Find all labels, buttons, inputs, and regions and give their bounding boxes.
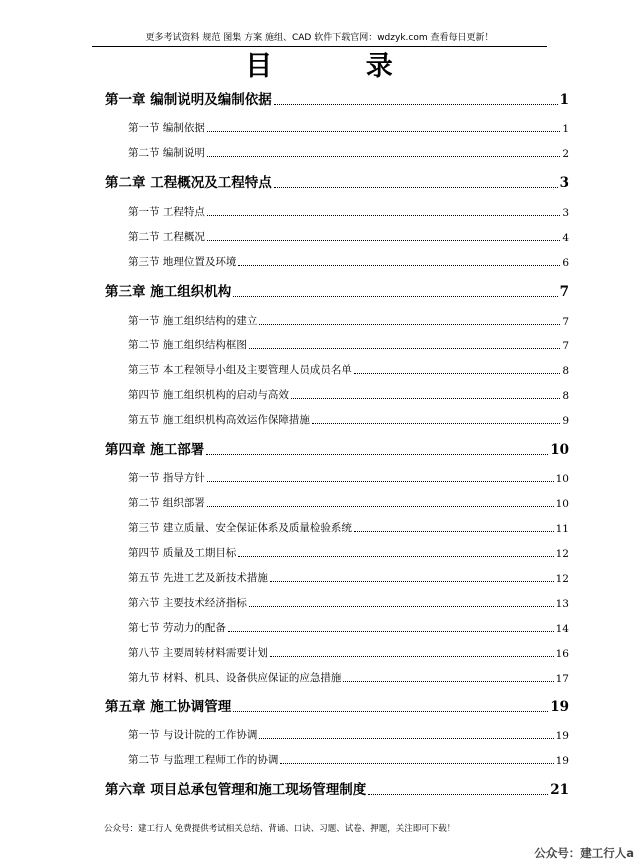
dot-leader [207,506,554,507]
toc-entry-label: 第五节 先进工艺及新技术措施 [128,572,268,584]
toc-entry-page-number: 12 [555,573,569,585]
toc-entry-label: 第一节 指导方针 [128,472,205,484]
dot-leader [207,240,560,241]
toc-entry-page-number: 14 [555,623,569,635]
toc-entry-page-number: 16 [555,648,569,660]
toc-entry-page-number: 11 [555,523,569,535]
toc-chapter-entry[interactable] [105,780,569,798]
toc-entry-label: 第一节 编制依据 [128,122,205,134]
toc-section-entry[interactable] [128,469,569,485]
dot-leader [354,531,554,532]
toc-section-entry[interactable] [128,594,569,610]
dot-leader [270,581,554,582]
toc-entry-page-number: 3 [559,175,569,191]
dot-leader [238,265,560,266]
toc-entry-label: 第五章 施工协调管理 [105,699,232,715]
toc-entry-label: 第六章 项目总承包管理和施工现场管理制度 [105,782,367,798]
dot-leader [280,763,553,764]
dot-leader [249,348,560,349]
toc-entry-page-number: 12 [555,548,569,560]
toc-section-entry[interactable] [128,228,569,244]
toc-entry-page-number: 10 [555,498,569,510]
page-header: 更多考试资料 规范 图集 方案 施组、CAD 软件下载官网：wdzyk.com 查看每日更新！ [92,31,547,47]
toc-chapter-entry[interactable] [105,173,569,191]
toc-section-entry[interactable] [128,494,569,510]
toc-section-entry[interactable] [128,361,569,377]
toc-entry-label: 第二节 施工组织结构框图 [128,339,247,351]
toc-entry-page-number: 2 [562,148,569,160]
dot-leader [228,631,554,632]
toc-entry-label: 第三章 施工组织机构 [105,284,232,300]
dot-leader [207,156,560,157]
toc-chapter-entry[interactable] [105,282,569,300]
toc-entry-page-number: 1 [559,92,569,108]
toc-entry-label: 第四章 施工部署 [105,442,205,458]
toc-entry-page-number: 17 [555,673,569,685]
toc-section-entry[interactable] [128,312,569,328]
toc-entry-page-number: 10 [550,442,569,458]
toc-entry-label: 第三节 地理位置及环境 [128,256,237,268]
dot-leader [259,738,553,739]
toc-section-entry[interactable] [128,203,569,219]
toc-entry-label: 第三节 建立质量、安全保证体系及质量检验系统 [128,522,352,534]
dot-leader [233,711,548,712]
dot-leader [207,215,560,216]
toc-section-entry[interactable] [128,144,569,160]
toc-entry-page-number: 19 [555,755,569,767]
toc-entry-page-number: 1 [562,123,569,135]
dot-leader [368,794,548,795]
toc-entry-page-number: 4 [562,232,569,244]
toc-entry-label: 第四节 质量及工期目标 [128,547,237,559]
dot-leader [207,481,554,482]
toc-entry-label: 第二节 编制说明 [128,147,205,159]
dot-leader [259,324,560,325]
toc-section-entry[interactable] [128,386,569,402]
toc-entry-label: 第一节 施工组织结构的建立 [128,315,258,327]
dot-leader [270,656,554,657]
toc-section-entry[interactable] [128,253,569,269]
dot-leader [233,296,557,297]
toc-entry-label: 第七节 劳动力的配备 [128,622,226,634]
dot-leader [354,373,560,374]
dot-leader [207,131,560,132]
toc-entry-label: 第六节 主要技术经济指标 [128,597,247,609]
toc-entry-page-number: 21 [550,782,569,798]
toc-entry-page-number: 7 [562,316,569,328]
toc-entry-page-number: 6 [562,257,569,269]
toc-entry-label: 第五节 施工组织机构高效运作保障措施 [128,414,310,426]
toc-section-entry[interactable] [128,751,569,767]
toc-entry-label: 第一章 编制说明及编制依据 [105,92,272,108]
toc-chapter-entry[interactable] [105,440,569,458]
dot-leader [249,606,554,607]
toc-section-entry[interactable] [128,569,569,585]
toc-entry-label: 第二节 组织部署 [128,497,205,509]
toc-entry-label: 第一节 与设计院的工作协调 [128,729,258,741]
page-title: 目 录 [245,51,435,82]
toc-entry-label: 第九节 材料、机具、设备供应保证的应急措施 [128,672,342,684]
toc-entry-page-number: 3 [562,207,569,219]
toc-section-entry[interactable] [128,644,569,660]
toc-entry-page-number: 7 [559,284,569,300]
dot-leader [274,104,558,105]
toc-entry-page-number: 19 [550,699,569,715]
toc-entry-page-number: 7 [562,340,569,352]
toc-section-entry[interactable] [128,726,569,742]
toc-section-entry[interactable] [128,544,569,560]
toc-entry-label: 第一节 工程特点 [128,206,205,218]
toc-entry-label: 第二章 工程概况及工程特点 [105,175,272,191]
toc-entry-page-number: 8 [562,390,569,402]
dot-leader [238,556,553,557]
toc-section-entry[interactable] [128,411,569,427]
dot-leader [274,187,558,188]
toc-section-entry[interactable] [128,336,569,352]
toc-entry-page-number: 9 [562,415,569,427]
dot-leader [312,423,560,424]
toc-entry-page-number: 10 [555,473,569,485]
toc-entry-label: 第三节 本工程领导小组及主要管理人员成员名单 [128,364,352,376]
toc-chapter-entry[interactable] [105,697,569,715]
dot-leader [206,454,548,455]
toc-entry-page-number: 13 [555,598,569,610]
toc-entry-page-number: 8 [562,365,569,377]
toc-entry-page-number: 19 [555,730,569,742]
toc-section-entry[interactable] [128,119,569,135]
toc-entry-label: 第四节 施工组织机构的启动与高效 [128,389,289,401]
page-footer: 公众号：建工行人 免费提供考试相关总结、背诵、口诀、习题、试卷、押题，关注即可下载！ [104,824,456,834]
toc-section-entry[interactable] [128,519,569,535]
toc-entry-label: 第二节 与监理工程师工作的协调 [128,754,279,766]
toc-section-entry[interactable] [128,619,569,635]
watermark-text: 公众号：建工行人a [534,846,634,860]
toc-section-entry[interactable] [128,669,569,685]
dot-leader [343,681,553,682]
dot-leader [291,398,560,399]
toc-entry-label: 第二节 工程概况 [128,231,205,243]
toc-chapter-entry[interactable] [105,90,569,108]
toc-entry-label: 第八节 主要周转材料需要计划 [128,647,268,659]
